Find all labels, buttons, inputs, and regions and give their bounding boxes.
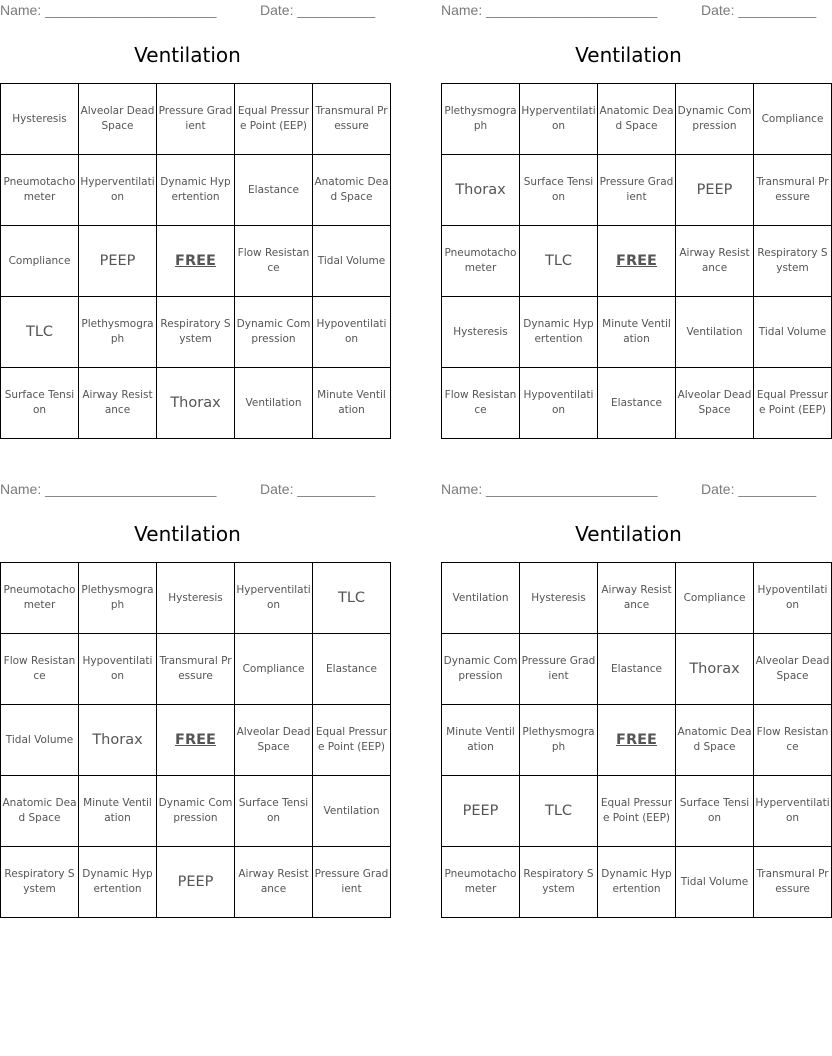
grid-row <box>1 84 391 155</box>
grid-cell: Thorax <box>79 705 157 776</box>
grid-row <box>442 563 832 634</box>
grid-cell: Alveolar Dead Space <box>79 84 157 155</box>
card-title: Ventilation <box>575 522 682 546</box>
grid-cell: Minute Ventilation <box>598 297 676 368</box>
grid-cell: Ventilation <box>235 368 313 439</box>
grid-cell: PEEP <box>676 155 754 226</box>
grid-cell: Hysteresis <box>442 297 520 368</box>
card-title: Ventilation <box>575 43 682 67</box>
grid-cell: Transmural Pressure <box>313 84 391 155</box>
grid-cell: Flow Resistance <box>1 634 79 705</box>
grid-cell: TLC <box>520 226 598 297</box>
grid-cell: Equal Pressure Point (EEP) <box>235 84 313 155</box>
grid-cell: Flow Resistance <box>442 368 520 439</box>
grid-row <box>442 84 832 155</box>
grid-cell: Dynamic Compression <box>157 776 235 847</box>
grid-cell: Minute Ventilation <box>79 776 157 847</box>
grid-row <box>1 634 391 705</box>
bingo-card-2 <box>441 0 829 435</box>
grid-cell: Dynamic Hypertention <box>79 847 157 918</box>
grid-cell: Hyperventilation <box>235 563 313 634</box>
grid-cell: Tidal Volume <box>313 226 391 297</box>
grid-cell: Compliance <box>754 84 832 155</box>
grid-cell: Thorax <box>442 155 520 226</box>
grid-cell: Dynamic Compression <box>442 634 520 705</box>
date-field-label: Date: __________ <box>701 481 817 497</box>
grid-cell: Ventilation <box>313 776 391 847</box>
grid-cell: Compliance <box>676 563 754 634</box>
grid-row <box>442 368 832 439</box>
grid-row <box>442 634 832 705</box>
grid-cell: Elastance <box>598 368 676 439</box>
grid-cell: Anatomic Dead Space <box>676 705 754 776</box>
grid-row <box>1 563 391 634</box>
grid-cell: Respiratory System <box>157 297 235 368</box>
grid-row <box>442 155 832 226</box>
grid-cell: Alveolar Dead Space <box>676 368 754 439</box>
free-space-cell: FREE <box>598 705 676 776</box>
grid-row <box>1 705 391 776</box>
grid-cell: Dynamic Hypertention <box>598 847 676 918</box>
grid-cell: Hysteresis <box>1 84 79 155</box>
grid-cell: Tidal Volume <box>754 297 832 368</box>
grid-row <box>1 368 391 439</box>
grid-cell: Plethysmograph <box>442 84 520 155</box>
grid-cell: Equal Pressure Point (EEP) <box>598 776 676 847</box>
bingo-card-3 <box>0 479 389 914</box>
grid-cell: Airway Resistance <box>598 563 676 634</box>
grid-row <box>442 297 832 368</box>
grid-cell: Hypoventilation <box>520 368 598 439</box>
grid-cell: Respiratory System <box>1 847 79 918</box>
grid-cell: Respiratory System <box>520 847 598 918</box>
grid-cell: Flow Resistance <box>235 226 313 297</box>
card-title: Ventilation <box>134 43 241 67</box>
grid-cell: TLC <box>1 297 79 368</box>
grid-cell: Elastance <box>235 155 313 226</box>
grid-cell: PEEP <box>157 847 235 918</box>
grid-cell: Hypoventilation <box>79 634 157 705</box>
grid-cell: Airway Resistance <box>235 847 313 918</box>
grid-cell: Hypoventilation <box>313 297 391 368</box>
grid-cell: TLC <box>313 563 391 634</box>
name-field-label: Name: ______________________ <box>441 481 658 497</box>
grid-cell: Pressure Gradient <box>157 84 235 155</box>
grid-cell: Compliance <box>235 634 313 705</box>
grid-cell: Anatomic Dead Space <box>1 776 79 847</box>
name-field-label: Name: ______________________ <box>441 2 658 18</box>
grid-cell: Elastance <box>313 634 391 705</box>
grid-cell: Hysteresis <box>520 563 598 634</box>
grid-cell: Airway Resistance <box>79 368 157 439</box>
grid-row <box>442 776 832 847</box>
grid-row <box>442 226 832 297</box>
free-space-cell: FREE <box>157 226 235 297</box>
name-field-label: Name: ______________________ <box>0 481 217 497</box>
bingo-card-1 <box>0 0 389 435</box>
grid-cell: Anatomic Dead Space <box>598 84 676 155</box>
grid-cell: Dynamic Hypertention <box>520 297 598 368</box>
grid-cell: Ventilation <box>442 563 520 634</box>
free-space-cell: FREE <box>157 705 235 776</box>
date-field-label: Date: __________ <box>260 481 376 497</box>
grid-cell: Dynamic Compression <box>235 297 313 368</box>
grid-cell: PEEP <box>442 776 520 847</box>
date-field-label: Date: __________ <box>701 2 817 18</box>
grid-row <box>1 297 391 368</box>
grid-cell: Pressure Gradient <box>598 155 676 226</box>
bingo-grid <box>0 562 391 918</box>
grid-cell: Thorax <box>157 368 235 439</box>
grid-cell: Surface Tension <box>520 155 598 226</box>
grid-cell: Surface Tension <box>676 776 754 847</box>
grid-cell: Alveolar Dead Space <box>754 634 832 705</box>
grid-cell: Pneumotachometer <box>1 563 79 634</box>
grid-row <box>442 847 832 918</box>
grid-cell: Alveolar Dead Space <box>235 705 313 776</box>
grid-cell: Thorax <box>676 634 754 705</box>
grid-cell: Anatomic Dead Space <box>313 155 391 226</box>
grid-cell: Surface Tension <box>235 776 313 847</box>
grid-cell: Tidal Volume <box>676 847 754 918</box>
grid-cell: Respiratory System <box>754 226 832 297</box>
free-space-cell: FREE <box>598 226 676 297</box>
grid-cell: Hysteresis <box>157 563 235 634</box>
bingo-grid <box>441 83 832 439</box>
grid-cell: Plethysmograph <box>79 563 157 634</box>
grid-cell: Airway Resistance <box>676 226 754 297</box>
grid-cell: Dynamic Compression <box>676 84 754 155</box>
bingo-grid <box>0 83 391 439</box>
grid-cell: Plethysmograph <box>520 705 598 776</box>
grid-row <box>1 776 391 847</box>
grid-cell: Transmural Pressure <box>157 634 235 705</box>
grid-cell: Pneumotachometer <box>1 155 79 226</box>
grid-cell: Surface Tension <box>1 368 79 439</box>
grid-cell: Hyperventilation <box>520 84 598 155</box>
grid-cell: Pressure Gradient <box>313 847 391 918</box>
name-field-label: Name: ______________________ <box>0 2 217 18</box>
grid-row <box>1 226 391 297</box>
grid-cell: Ventilation <box>676 297 754 368</box>
grid-cell: Transmural Pressure <box>754 155 832 226</box>
grid-cell: Pneumotachometer <box>442 847 520 918</box>
grid-cell: Pressure Gradient <box>520 634 598 705</box>
grid-cell: Transmural Pressure <box>754 847 832 918</box>
date-field-label: Date: __________ <box>260 2 376 18</box>
grid-cell: Hypoventilation <box>754 563 832 634</box>
card-title: Ventilation <box>134 522 241 546</box>
grid-cell: Minute Ventilation <box>313 368 391 439</box>
grid-cell: PEEP <box>79 226 157 297</box>
grid-cell: Hyperventilation <box>79 155 157 226</box>
grid-cell: Equal Pressure Point (EEP) <box>754 368 832 439</box>
grid-cell: Equal Pressure Point (EEP) <box>313 705 391 776</box>
bingo-grid <box>441 562 832 918</box>
grid-cell: Dynamic Hypertention <box>157 155 235 226</box>
grid-cell: Pneumotachometer <box>442 226 520 297</box>
grid-cell: TLC <box>520 776 598 847</box>
grid-row <box>1 847 391 918</box>
grid-cell: Tidal Volume <box>1 705 79 776</box>
grid-cell: Plethysmograph <box>79 297 157 368</box>
grid-row <box>1 155 391 226</box>
bingo-card-4 <box>441 479 830 914</box>
grid-cell: Minute Ventilation <box>442 705 520 776</box>
grid-row <box>442 705 832 776</box>
grid-cell: Compliance <box>1 226 79 297</box>
grid-cell: Hyperventilation <box>754 776 832 847</box>
grid-cell: Flow Resistance <box>754 705 832 776</box>
grid-cell: Elastance <box>598 634 676 705</box>
